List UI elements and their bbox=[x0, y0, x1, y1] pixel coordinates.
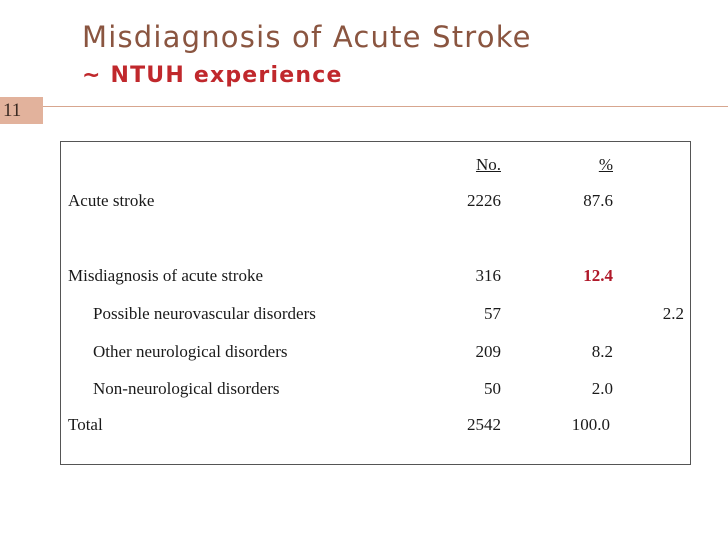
row-label: Acute stroke bbox=[68, 191, 155, 210]
row-number: 57 bbox=[484, 304, 501, 323]
row-label: Possible neurovascular disorders bbox=[93, 304, 316, 323]
row-percent: 8.2 bbox=[591, 342, 613, 361]
row-percent: 2.0 bbox=[591, 379, 613, 398]
slide-subtitle: ~ NTUH experience bbox=[82, 63, 343, 88]
row-percent: 87.6 bbox=[583, 191, 613, 210]
left-margin bbox=[0, 0, 43, 100]
row-percent: 2.2 bbox=[662, 304, 684, 323]
slide-title: Misdiagnosis of Acute Stroke bbox=[82, 20, 532, 54]
title-divider bbox=[43, 106, 728, 107]
row-percent: 100.0 bbox=[571, 415, 610, 434]
row-number: 2226 bbox=[467, 191, 501, 210]
results-table bbox=[60, 141, 691, 465]
row-number: 209 bbox=[475, 342, 501, 361]
row-label: Other neurological disorders bbox=[93, 342, 288, 361]
column-header-percent: % bbox=[598, 155, 613, 174]
row-number: 2542 bbox=[467, 415, 501, 434]
column-header-no: No. bbox=[475, 155, 501, 174]
row-number: 316 bbox=[475, 266, 501, 285]
row-percent-highlight: 12.4 bbox=[583, 266, 613, 285]
row-number: 50 bbox=[484, 379, 501, 398]
slide-number: 11 bbox=[0, 97, 43, 124]
row-label: Non-neurological disorders bbox=[93, 379, 280, 398]
row-label: Misdiagnosis of acute stroke bbox=[68, 266, 263, 285]
row-label: Total bbox=[68, 415, 103, 434]
